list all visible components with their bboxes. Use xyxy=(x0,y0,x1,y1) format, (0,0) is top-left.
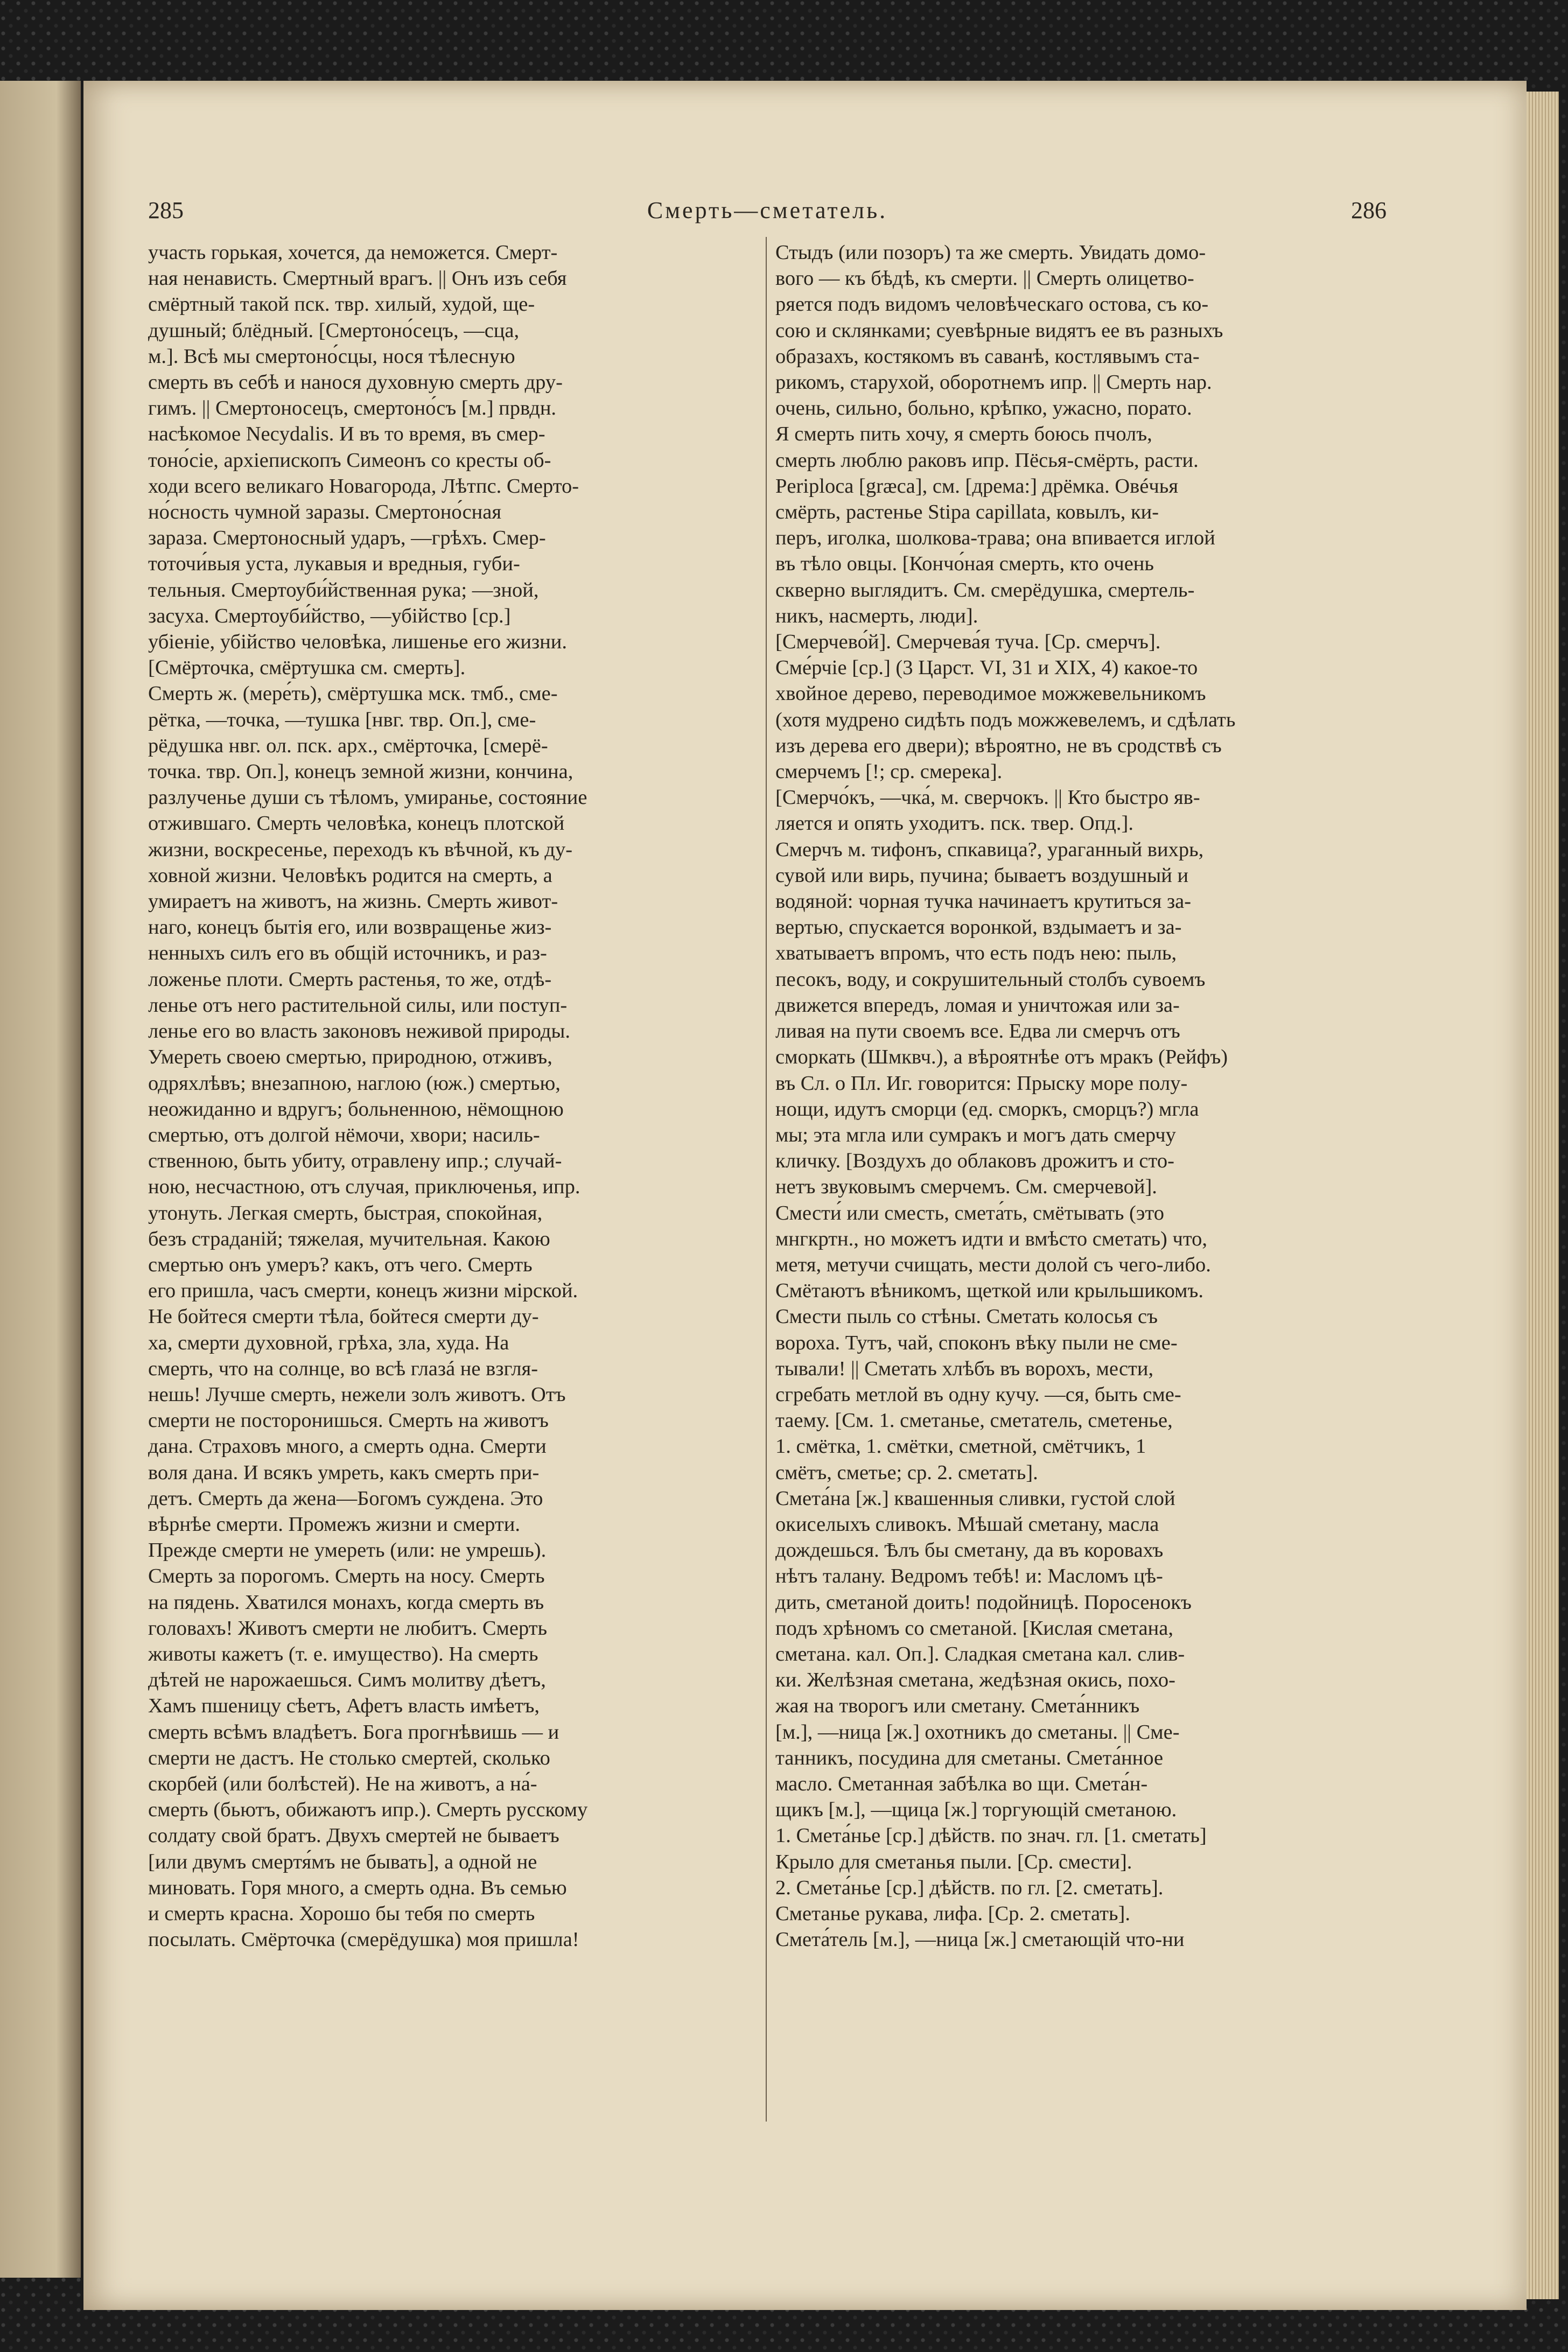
text-line: ною, несчастною, отъ случая, приключенья, ипр. xyxy=(148,1175,580,1199)
text-line: головахъ! Животъ смерти не любитъ. Смерть xyxy=(148,1616,548,1640)
text-line: дѣтей не нарожаешься. Симъ молитву дѣетъ, xyxy=(148,1669,546,1692)
text-line: отжившаго. Смерть человѣка, конецъ плотской xyxy=(148,812,565,835)
text-line: рёдушка нвг. ол. пск. арх., смёрточка, [смерё- xyxy=(148,734,548,757)
text-line: засуха. Смертоуби́йство, —убійство [ср.] xyxy=(148,604,511,627)
text-line: ложенье плоти. Смерть растенья, то же, отдѣ- xyxy=(148,968,552,991)
text-line: рикомъ, старухой, оборотнемъ ипр. || Смерть нар. xyxy=(775,371,1212,394)
text-line: Прежде смерти не умереть (или: не умрешь). xyxy=(148,1539,547,1562)
text-line: 2. Смета́нье [ср.] дѣйств. по гл. [2. сметать]. xyxy=(775,1876,1164,1899)
text-line: вѣрнѣе смерти. Промежъ жизни и смерти. xyxy=(148,1513,520,1536)
text-line: ха, смерти духовной, грѣха, зла, худа. На xyxy=(148,1331,509,1354)
page-number-left: 285 xyxy=(148,197,184,223)
text-line: гимъ. || Смертоносецъ, смертоно́съ [м.] првдн. xyxy=(148,397,557,420)
text-line: Я смерть пить хочу, я смерть боюсь пчолъ, xyxy=(775,423,1152,446)
text-line: дождешься. Ѣлъ бы сметану, да въ коровахъ xyxy=(775,1539,1164,1562)
text-line: Смётаютъ вѣникомъ, щеткой или крыльшикомъ. xyxy=(775,1279,1204,1303)
text-line: Смерчъ м. тифонъ, спкавица?, ураганный вихрь, xyxy=(775,838,1204,861)
text-line: нетъ звуковымъ смерчемъ. См. смерчевой]. xyxy=(775,1175,1157,1199)
text-line: скорбей (или болѣстей). Не на животъ, а на́- xyxy=(148,1772,537,1795)
text-line: ная ненависть. Смертный врагъ. || Онъ изъ себя xyxy=(148,267,567,290)
text-line: его пришла, часъ смерти, конецъ жизни мірской. xyxy=(148,1279,578,1303)
right-column xyxy=(775,240,1387,1952)
text-line: (хотя мудрено сидѣть подъ можжевелемъ, и сдѣлать xyxy=(775,708,1236,731)
text-line: посылать. Смёрточка (смерёдушка) моя пришла! xyxy=(148,1928,579,1951)
text-line: танникъ, посудина для сметаны. Смета́нное xyxy=(775,1746,1164,1769)
text-line: дана. Страховъ много, а смерть одна. Смерти xyxy=(148,1435,547,1458)
text-line: ховной жизни. Человѣкъ родится на смерть, а xyxy=(148,864,552,887)
page-number-right: 286 xyxy=(1351,197,1387,223)
text-line: смётъ, сметье; ср. 2. сметать]. xyxy=(775,1461,1038,1484)
text-line: ряется подъ видомъ человѣческаго остова, съ ко- xyxy=(775,293,1209,316)
text-line: метя, метучи счищать, мести долой съ чего-либо. xyxy=(775,1253,1211,1276)
text-line: окиселыхъ сливокъ. Мѣшай сметану, масла xyxy=(775,1513,1159,1536)
text-line: смертью онъ умеръ? какъ, отъ чего. Смерть xyxy=(148,1253,533,1276)
text-line: Смерть за порогомъ. Смерть на носу. Смерть xyxy=(148,1565,545,1588)
text-line: ливая на пути своемъ все. Едва ли смерчъ отъ xyxy=(775,1020,1180,1043)
text-line: Сме́рчіе [ср.] (3 Царст. VI, 31 и XIX, 4) какое-то xyxy=(775,656,1198,680)
text-line: ственною, быть убиту, отравлену ипр.; случай- xyxy=(148,1150,562,1173)
text-line: мы; эта мгла или сумракъ и могъ дать смерчу xyxy=(775,1123,1176,1146)
text-line: вороха. Тутъ, чай, споконъ вѣку пыли не сме- xyxy=(775,1331,1178,1354)
text-line: смерть всѣмъ владѣетъ. Бога прогнѣвишь — и xyxy=(148,1720,559,1744)
previous-page-edge xyxy=(0,81,81,2278)
text-line: безъ страданій; тяжелая, мучительная. Какою xyxy=(148,1227,550,1250)
text-line: наго, конецъ бытія его, или возвращенье жиз- xyxy=(148,916,552,939)
text-line: масло. Сметанная забѣлка во щи. Смета́н- xyxy=(775,1772,1148,1795)
text-line: участь горькая, хочется, да неможется. Смерт- xyxy=(148,241,558,264)
page-edges xyxy=(1527,92,1559,2299)
text-line: неожиданно и вдругъ; больненною, нёмощною xyxy=(148,1097,564,1121)
text-line: тоно́сіе, архіепископъ Симеонъ со кресты об- xyxy=(148,449,551,472)
text-line: смерти не дастъ. Не столько смертей, сколько xyxy=(148,1746,550,1769)
text-line: смерть (бьютъ, обижаютъ ипр.). Смерть русскому xyxy=(148,1798,588,1822)
running-header xyxy=(148,197,1387,229)
text-line: ненныхъ силъ его въ общій источникъ, и раз- xyxy=(148,942,547,965)
text-line: скверно выглядитъ. См. смерёдушка, смертель- xyxy=(775,578,1195,601)
text-line: очень, сильно, больно, крѣпко, ужасно, порато. xyxy=(775,397,1192,420)
text-line: мнгкртн., но можетъ идти и вмѣсто сметать) что, xyxy=(775,1227,1208,1250)
text-line: животы кажетъ (т. е. имущество). На смерть xyxy=(148,1642,538,1665)
text-line: зараза. Смертоносный ударъ, —грѣхъ. Смер- xyxy=(148,527,546,550)
text-line: [м.], —ница [ж.] охотникъ до сметаны. || Сме- xyxy=(775,1720,1180,1744)
text-line: нощи, идутъ сморци (ед. сморкъ, сморцъ?) мгла xyxy=(775,1097,1199,1121)
text-line: жая на творогъ или сметану. Смета́нникъ xyxy=(775,1695,1140,1718)
text-line: ходи всего великаго Новагорода, Лѣтпс. Смерто- xyxy=(148,474,579,498)
text-line: рётка, —точка, —тушка [нвг. твр. Оп.], сме- xyxy=(148,708,536,731)
text-line: ленье его во власть законовъ неживой природы. xyxy=(148,1020,570,1043)
text-line: сгребать метлой въ одну кучу. —ся, быть сме- xyxy=(775,1383,1181,1406)
text-line: [или двумъ смертя́мъ не бывать], а одной не xyxy=(148,1850,537,1873)
text-line: Умереть своею смертью, природною, отживъ, xyxy=(148,1046,552,1069)
text-line: въ тѣло овцы. [Кончо́ная смерть, кто очень xyxy=(775,552,1154,576)
text-line: хватываетъ впромъ, что есть подъ нею: пыль, xyxy=(775,942,1177,965)
text-line: Крыло для сметанья пыли. [Ср. смести]. xyxy=(775,1850,1132,1873)
text-line: Сметанье рукава, лифа. [Ср. 2. сметать]. xyxy=(775,1902,1130,1925)
text-line: смерть, что на солнце, во всѣ глазá не взгля- xyxy=(148,1357,538,1380)
text-line: тывали! || Сметать хлѣбъ въ ворохъ, мести, xyxy=(775,1357,1154,1380)
text-line: Periploca [græca], см. [дрема:] дрёмка. Овéчья xyxy=(775,474,1179,498)
text-line: Смерть ж. (мере́ть), смёртушка мск. тмб., сме- xyxy=(148,682,558,705)
text-line: ки. Желѣзная сметана, жедѣзная окись, похо- xyxy=(775,1669,1176,1692)
text-line: [Смерчево́й]. Смерчева́я туча. [Ср. смерчъ]. xyxy=(775,631,1161,654)
text-line: изъ дерева его двери); вѣроятно, не въ сродствѣ съ xyxy=(775,734,1222,757)
text-line: ляется и опять уходитъ. пск. твер. Опд.]. xyxy=(775,812,1133,835)
text-line: въ Сл. о Пл. Иг. говорится: Прыску море полу- xyxy=(775,1072,1188,1095)
text-line: перъ, иголка, шолкова-трава; она впивается иглой xyxy=(775,527,1215,550)
text-line: душный; блёдный. [Смертоно́сецъ, —сца, xyxy=(148,319,520,342)
text-line: смерти не посторонишься. Смерть на животъ xyxy=(148,1409,549,1432)
text-line: движется впередъ, ломая и уничтожая или за- xyxy=(775,993,1180,1017)
text-line: смерчемъ [!; ср. смерека]. xyxy=(775,760,1003,783)
text-line: Смета́тель [м.], —ница [ж.] сметающій что-ни xyxy=(775,1928,1185,1951)
text-line: водяной: чорная тучка начинаетъ крутиться за- xyxy=(775,890,1192,913)
text-line: вого — къ бѣдѣ, къ смерти. || Смерть олицетво- xyxy=(775,267,1194,290)
text-line: нешь! Лучше смерть, нежели золъ животъ. Отъ xyxy=(148,1383,566,1406)
text-line: тоточи́выя уста, лукавыя и вредныя, губи- xyxy=(148,552,520,576)
text-line: точка. твр. Оп.], конецъ земной жизни, кончина, xyxy=(148,760,573,783)
text-line: м.]. Всѣ мы смертоно́сцы, нося тѣлесную xyxy=(148,345,515,368)
text-line: детъ. Смерть да жена—Богомъ суждена. Это xyxy=(148,1487,543,1510)
text-line: Не бойтеся смерти тѣла, бойтеся смерти ду- xyxy=(148,1305,539,1328)
column-divider xyxy=(766,237,767,2122)
text-line: [Смерчо́къ, —чка́, м. сверчокъ. || Кто быстро яв- xyxy=(775,786,1200,809)
text-line: Смета́на [ж.] квашенныя сливки, густой слой xyxy=(775,1487,1175,1510)
text-line: [Смёрточка, смёртушка см. смерть]. xyxy=(148,656,466,680)
text-line: солдату свой братъ. Двухъ смертей не бываетъ xyxy=(148,1824,559,1847)
text-line: на пядень. Хватился монахъ, когда смерть въ xyxy=(148,1591,544,1614)
text-line: миновать. Горя много, а смерть одна. Въ семью xyxy=(148,1876,567,1899)
text-line: смёртный такой пск. твр. хилый, худой, ще- xyxy=(148,293,535,316)
text-line: сою и склянками; суевѣрные видятъ ее въ разныхъ xyxy=(775,319,1223,342)
text-line: одряхлѣвъ; внезапною, наглою (юж.) смертью, xyxy=(148,1072,561,1095)
text-line: разлученье души съ тѣломъ, умиранье, состояние xyxy=(148,786,587,809)
text-line: умираетъ на животъ, на жизнь. Смерть живот- xyxy=(148,890,558,913)
text-line: щикъ [м.], —щица [ж.] торгующій сметаною. xyxy=(775,1798,1177,1822)
left-column xyxy=(148,240,759,1952)
running-title: Смерть—сметатель. xyxy=(647,197,888,223)
text-line: воля дана. И всякъ умреть, какъ смерть при- xyxy=(148,1461,540,1484)
text-line: образахъ, костякомъ въ саванѣ, костлявымъ ста- xyxy=(775,345,1200,368)
text-line: и смерть красна. Хорошо бы тебя по смерть xyxy=(148,1902,535,1925)
text-line: Смести́ или сместь, смета́ть, смётывать (это xyxy=(775,1201,1164,1224)
text-line: сметана. кал. Оп.]. Сладкая сметана кал. слив- xyxy=(775,1642,1185,1665)
text-line: таему. [См. 1. сметанье, сметатель, сметенье, xyxy=(775,1409,1173,1432)
text-line: смёрть, растенье Stipa capillata, ковылъ, ки- xyxy=(775,501,1159,524)
text-line: нѣтъ талану. Ведромъ тебѣ! и: Масломъ цѣ- xyxy=(775,1565,1163,1588)
text-line: сморкать (Шмквч.), а вѣроятнѣе отъ мракъ (Рейфъ) xyxy=(775,1046,1228,1069)
text-line: Стыдъ (или позоръ) та же смерть. Увидать домо- xyxy=(775,241,1206,264)
text-line: смерть люблю раковъ ипр. Пёсья-смёрть, расти. xyxy=(775,449,1199,472)
text-line: 1. смётка, 1. смётки, сметной, смётчикъ, 1 xyxy=(775,1435,1146,1458)
text-line: песокъ, воду, и сокрушительный столбъ сувоемъ xyxy=(775,968,1206,991)
text-line: никъ, насмерть, люди]. xyxy=(775,604,978,627)
text-line: убіеніе, убійство человѣка, лишенье его жизни. xyxy=(148,631,568,654)
text-line: дить, сметаной доить! подойницѣ. Поросенокъ xyxy=(775,1591,1192,1614)
text-line: сувой или вирь, пучина; бываетъ воздушный и xyxy=(775,864,1189,887)
text-line: насѣкомое Necydalis. И въ то время, въ смер- xyxy=(148,423,545,446)
text-line: вертью, спускается воронкой, вздымаетъ и за- xyxy=(775,916,1182,939)
text-line: 1. Смета́нье [ср.] дѣйств. по знач. гл. [1. сметать] xyxy=(775,1824,1207,1847)
text-line: жизни, воскресенье, переходъ къ вѣчной, къ ду- xyxy=(148,838,573,861)
text-line: утонуть. Легкая смерть, быстрая, спокойная, xyxy=(148,1201,543,1224)
text-line: кличку. [Воздухъ до облаковъ дрожитъ и сто- xyxy=(775,1150,1174,1173)
text-line: смертью, отъ долгой нёмочи, хвори; насиль- xyxy=(148,1123,540,1146)
text-line: Смести пыль со стѣны. Сметать колосья съ xyxy=(775,1305,1158,1328)
text-line: ленье отъ него растительной силы, или поступ- xyxy=(148,993,568,1017)
text-line: Хамъ пшеницу сѣетъ, Афетъ власть имѣетъ, xyxy=(148,1695,540,1718)
text-line: хвойное дерево, переводимое можжевельникомъ xyxy=(775,682,1206,705)
text-line: тельныя. Смертоуби́йственная рука; —зной, xyxy=(148,578,539,601)
text-line: смерть въ себѣ и нанося духовную смерть дру- xyxy=(148,371,563,394)
text-line: но́сность чумной заразы. Смертоно́сная xyxy=(148,501,502,524)
text-line: подъ хрѣномъ со сметаной. [Кислая сметана, xyxy=(775,1616,1173,1640)
